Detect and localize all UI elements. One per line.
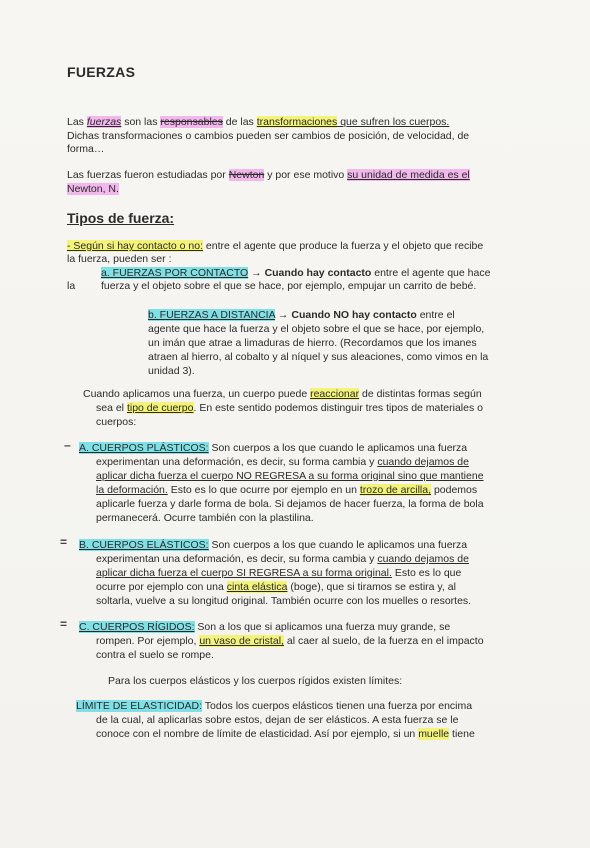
- intro-line-3: forma…: [67, 143, 105, 155]
- newton-line-2: Newton, N.: [67, 183, 119, 195]
- intro-line-1: Las fuerzas son las responsables de las transformaciones que sufren los cuerpos.: [67, 116, 450, 128]
- limites-line: Para los cuerpos elásticos y los cuerpos rígidos existen límites:: [108, 675, 403, 687]
- segun-line-2: la fuerza, pueden ser :: [67, 253, 172, 265]
- label-cuerpos-elasticos: B. CUERPOS ELÁSTICOS:: [79, 539, 209, 551]
- dash-marker: =: [60, 535, 68, 549]
- newton-line-1: Las fuerzas fueron estudiadas por Newton y por ese motivo su unidad de medida es el: [67, 169, 470, 181]
- label-cuerpos-plasticos: A. CUERPOS PLÁSTICOS:: [79, 442, 209, 454]
- rigidos-line-2: rompen. Por ejemplo, un vaso de cristal, al caer al suelo, de la fuerza en el impacto: [96, 635, 484, 647]
- distancia-line-4: atraen al hierro, al cobalto y al níquel y sus aleaciones, como vimos en la: [148, 351, 489, 363]
- label-limite-elasticidad: LÍMITE DE ELASTICIDAD:: [76, 700, 203, 712]
- highlight-transformaciones: transformaciones: [256, 116, 338, 128]
- rigidos-line-3: contra el suelo se rompe.: [96, 649, 214, 661]
- plasticos-line-1: A. CUERPOS PLÁSTICOS: Son cuerpos a los que cuando le aplicamos una fuerza: [79, 442, 468, 454]
- elasticos-line-3: aplicar dicha fuerza el cuerpo SI REGRESA a su forma original. Esto es lo que: [96, 567, 462, 579]
- elasticos-line-4: ocurre por ejemplo con una cinta elástica (boge), que si tiramos se estira y, al: [96, 581, 456, 593]
- distancia-line-2: agente que hace la fuerza y el objeto sobre el que se hace, por ejemplo,: [148, 323, 485, 335]
- section-title: Tipos de fuerza:: [67, 210, 175, 226]
- cuando-line-2: sea el tipo de cuerpo. En este sentido podemos distinguir tres tipos de materiales o: [96, 402, 483, 414]
- plasticos-line-4: la deformación. Esto es lo que ocurre por ejemplo en un trozo de arcilla, podemos: [96, 484, 478, 496]
- elasticos-line-5: soltarla, vuelve a su longitud original. También ocurre con los muelles o resortes.: [96, 595, 472, 607]
- intro-line-2: Dichas transformaciones o cambios pueden ser cambios de posición, de velocidad, de: [67, 130, 470, 142]
- contacto-line-1: a. FUERZAS POR CONTACTO → Cuando hay contacto entre el agente que hace: [101, 267, 491, 279]
- distancia-line-3: un imán que atrae a limaduras de hierro. (Recordamos que los imanes: [148, 337, 477, 349]
- plasticos-line-3: aplicar dicha fuerza el cuerpo NO REGRESA a su forma original sino que mantiene: [96, 470, 484, 482]
- cuando-line-1: Cuando aplicamos una fuerza, un cuerpo puede reaccionar de distintas formas según: [83, 388, 482, 400]
- dash-marker: –: [64, 438, 71, 452]
- label-fuerzas-distancia: b. FUERZAS A DISTANCIA: [148, 309, 276, 321]
- plasticos-line-5: aplicarle fuerza y darle forma de bola. Si dejamos de hacer fuerza, la forma de bola: [96, 498, 484, 510]
- contacto-line-2: fuerza y el objeto sobre el que se hace, por ejemplo, empujar un carrito de bebé.: [101, 280, 477, 292]
- elasticidad-line-2: de la cual, al aplicarlas sobre estos, dejan de ser elásticos. A esta fuerza se le: [96, 714, 459, 726]
- cuando-line-3: cuerpos:: [96, 416, 137, 428]
- plasticos-line-6: permanecerá. Ocurre también con la plastilina.: [96, 512, 314, 524]
- highlight-responsables: responsables: [160, 116, 223, 128]
- elasticos-line-2: experimentan una deformación, es decir, su forma cambia y cuando dejamos de: [96, 553, 469, 565]
- label-cuerpos-rigidos: C. CUERPOS RÍGIDOS:: [79, 621, 195, 633]
- highlight-segun: - Según si hay contacto o no:: [67, 240, 204, 252]
- rigidos-line-1: C. CUERPOS RÍGIDOS: Son a los que si aplicamos una fuerza muy grande, se: [79, 621, 451, 633]
- plasticos-line-2: experimentan una deformación, es decir, su forma cambia y cuando dejamos de: [96, 456, 469, 468]
- elasticos-line-1: B. CUERPOS ELÁSTICOS: Son cuerpos a los que cuando le aplicamos una fuerza: [79, 539, 468, 551]
- highlight-unidad: su unidad de medida es el: [347, 169, 470, 181]
- page-title: FUERZAS: [67, 64, 136, 80]
- label-fuerzas-contacto: a. FUERZAS POR CONTACTO: [101, 267, 249, 279]
- distancia-line-1: b. FUERZAS A DISTANCIA → Cuando NO hay contacto entre el: [148, 309, 455, 321]
- distancia-line-5: unidad 3).: [148, 365, 195, 377]
- elasticidad-line-1: LÍMITE DE ELASTICIDAD: Todos los cuerpos elásticos tienen una fuerza por encima: [76, 700, 473, 712]
- segun-line-1: - Según si hay contacto o no: entre el agente que produce la fuerza y el objeto que recibe: [67, 240, 484, 252]
- dash-marker: =: [60, 617, 68, 631]
- highlight-fuerzas: fuerzas: [86, 116, 122, 128]
- elasticidad-line-3: conoce con el nombre de límite de elasticidad. Así por ejemplo, si un muelle tiene: [96, 728, 475, 740]
- highlight-newton: Newton: [228, 169, 265, 181]
- contacto-la: la: [67, 280, 76, 292]
